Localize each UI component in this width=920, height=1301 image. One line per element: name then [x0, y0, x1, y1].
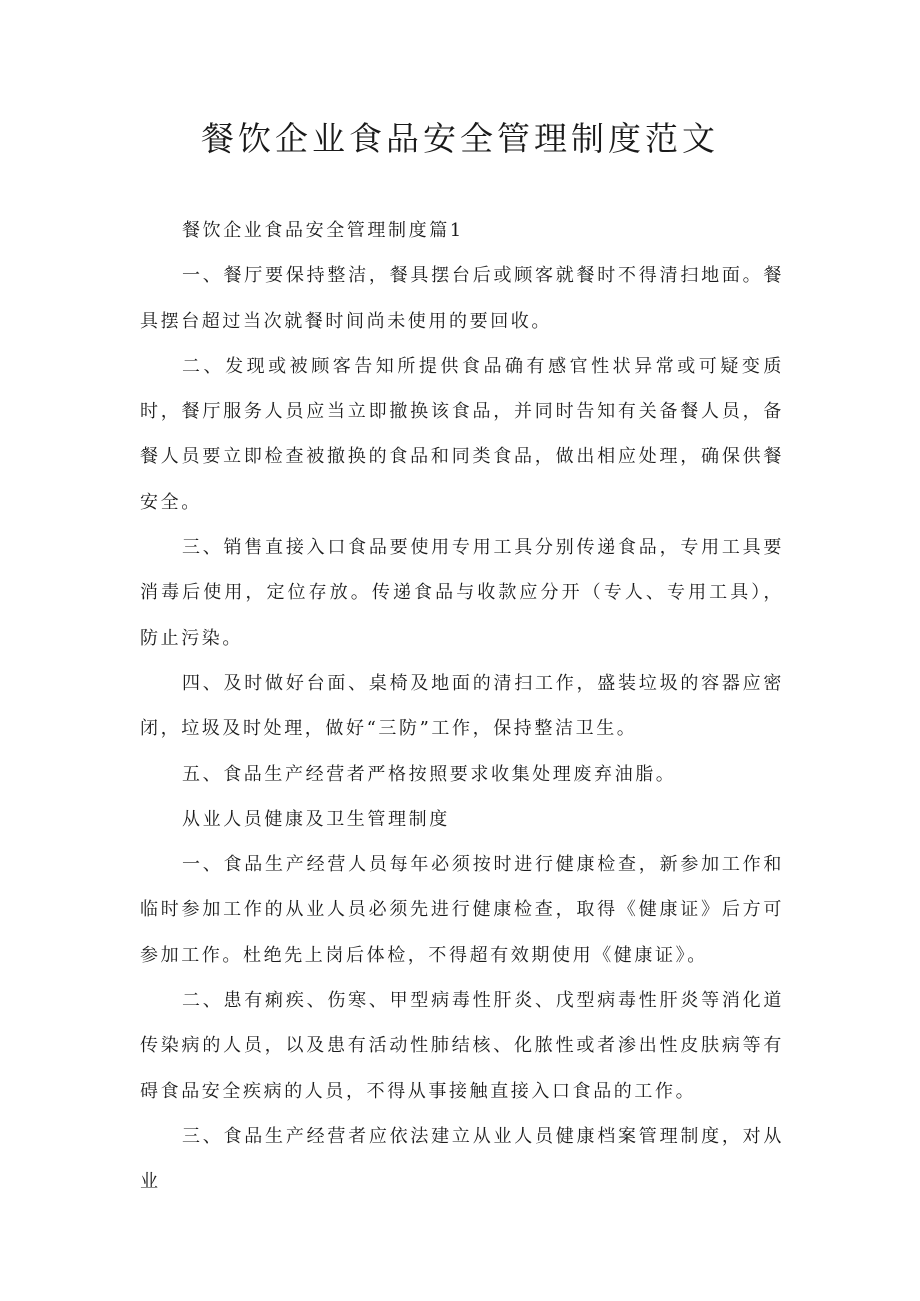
paragraph: 四、及时做好台面、桌椅及地面的清扫工作，盛装垃圾的容器应密闭，垃圾及时处理，做好“三防”工作，保持整洁卫生。: [140, 672, 784, 740]
paragraph: 二、患有痢疾、伤寒、甲型病毒性肝炎、戊型病毒性肝炎等消化道传染病的人员，以及患有活动性肺结核、化脓性或者渗出性皮肤病等有碍食品安全疾病的人员，不得从事接触直接入口食品的工作。: [140, 990, 784, 1102]
paragraph: 三、销售直接入口食品要使用专用工具分别传递食品，专用工具要消毒后使用，定位存放。传递食品与收款应分开（专人、专用工具），防止污染。: [140, 537, 784, 649]
paragraph: 五、食品生产经营者严格按照要求收集处理废弃油脂。: [182, 763, 677, 785]
paragraph: 三、食品生产经营者应依法建立从业人员健康档案管理制度，对从业: [140, 1125, 784, 1193]
section-heading: 餐饮企业食品安全管理制度篇1: [182, 220, 464, 241]
section-heading: 从业人员健康及卫生管理制度: [182, 808, 450, 830]
paragraph: 一、食品生产经营人员每年必须按时进行健康检查，新参加工作和临时参加工作的从业人员必须先进行健康检查，取得《健康证》后方可参加工作。杜绝先上岗后体检，不得超有效期使用《健康证》。: [140, 854, 784, 966]
paragraph: 一、餐厅要保持整洁，餐具摆台后或顾客就餐时不得清扫地面。餐具摆台超过当次就餐时间尚未使用的要回收。: [140, 265, 784, 332]
paragraph: 二、发现或被顾客告知所提供食品确有感官性状异常或可疑变质时，餐厅服务人员应当立即撤换该食品，并同时告知有关备餐人员，备餐人员要立即检查被撤换的食品和同类食品，做出相应处理，确保供餐安全。: [140, 355, 784, 513]
document-body: [140, 208, 784, 1205]
document-title: 餐饮企业食品安全管理制度范文: [201, 119, 719, 158]
